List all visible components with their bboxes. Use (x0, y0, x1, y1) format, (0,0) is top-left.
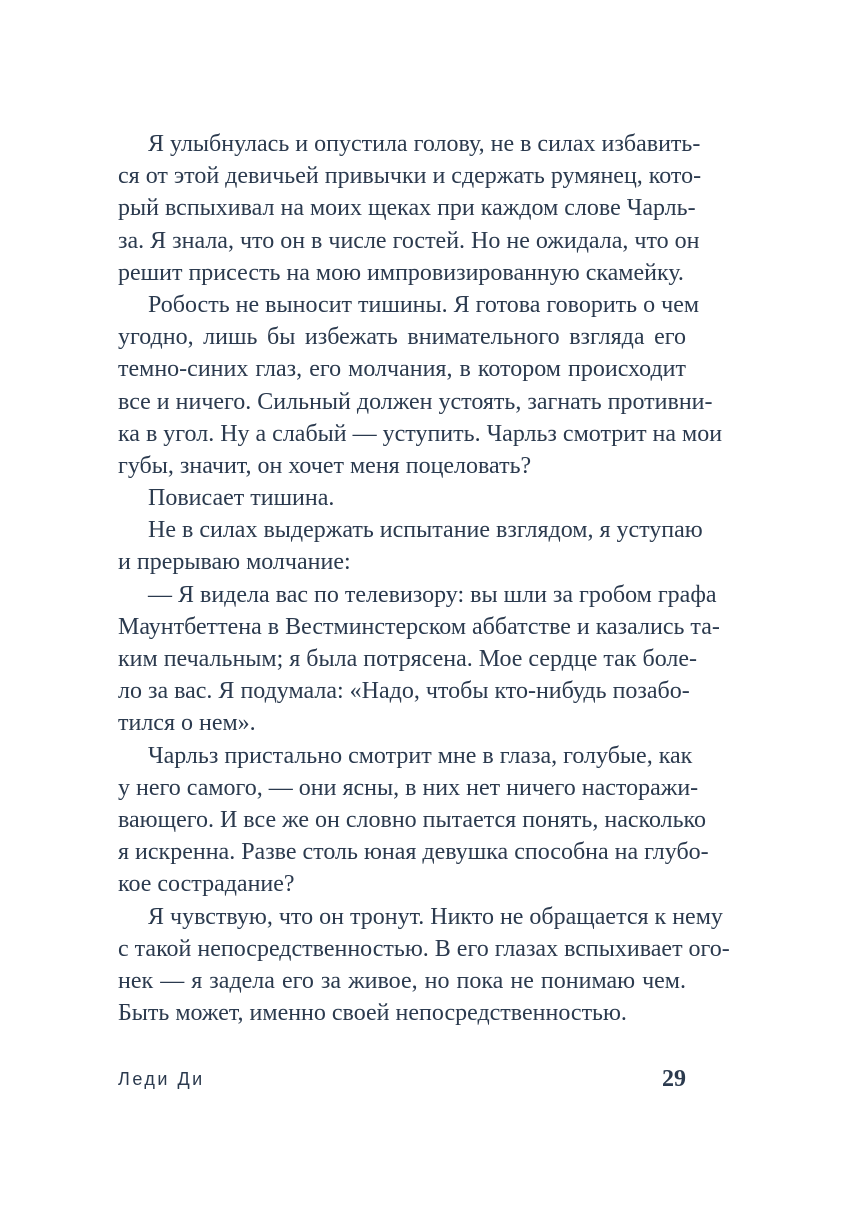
text-line: Я улыбнулась и опустила голову, не в силах избавить- (148, 131, 701, 157)
text-line: у него самого, — они ясны, в них нет ничего насторажи- (118, 774, 699, 801)
paragraph (118, 482, 686, 514)
text-line: Робость не выносит тишины. Я готова говорить о чем (148, 291, 700, 318)
text-line: — Я видела вас по телевизору: вы шли за гробом графа (148, 581, 717, 608)
text-line: решит присесть на мою импровизированную скамейку. (118, 259, 684, 286)
text-line: Повисает тишина. (148, 485, 335, 512)
text-line: я искренна. Разве столь юная девушка способна на глубо- (118, 839, 709, 866)
text-line: за. Я знала, что он в числе гостей. Но не ожидала, что он (118, 227, 700, 254)
text-line: темно-синих глаз, его молчания, в котором происходит (118, 356, 686, 383)
text-line: рый вспыхивал на моих щеках при каждом слове Чарль- (118, 195, 696, 222)
text-line: с такой непосредственностью. В его глазах вспыхивает ого- (118, 935, 730, 962)
body-text (118, 128, 730, 1029)
text-line: Чарльз пристально смотрит мне в глаза, голубые, как (148, 742, 693, 769)
paragraph (118, 128, 702, 289)
text-line: все и ничего. Сильный должен устоять, загнать противни- (118, 388, 713, 415)
paragraph (118, 901, 730, 1030)
text-line: тился о нем». (118, 710, 256, 737)
paragraph (118, 579, 720, 740)
text-line: и прерываю молчание: (118, 549, 351, 576)
text-line: ся от этой девичьей привычки и сдержать румянец, кото- (118, 163, 702, 190)
text-line: кое сострадание? (118, 871, 295, 898)
page-footer (118, 1064, 686, 1094)
text-line: Быть может, именно своей непосредственностью. (118, 1000, 627, 1027)
running-title: Леди Ди (118, 1069, 205, 1089)
text-line: ло за вас. Я подумала: «Надо, чтобы кто-нибудь позабо- (118, 678, 690, 705)
paragraph (118, 740, 709, 901)
text-line: вающего. И все же он словно пытается понять, насколько (118, 806, 706, 833)
text-line: нек — я задела его за живое, но пока не понимаю чем. (118, 967, 686, 994)
text-line: губы, значит, он хочет меня поцеловать? (118, 452, 532, 479)
page-number: 29 (662, 1066, 686, 1092)
paragraph (118, 289, 723, 482)
text-line: Я чувствую, что он тронут. Никто не обращается к нему (148, 903, 723, 930)
paragraph (118, 514, 703, 578)
text-line: Маунтбеттена в Вестминстерском аббатстве и казались та- (118, 613, 720, 640)
text-line: ка в угол. Ну а слабый — уступить. Чарльз смотрит на мои (118, 420, 723, 447)
text-line: Не в силах выдержать испытание взглядом, я уступаю (148, 517, 703, 544)
text-line: ким печальным; я была потрясена. Мое сердце так боле- (118, 646, 697, 672)
text-line: угодно, лишь бы избежать внимательного взгляда его (118, 324, 686, 351)
